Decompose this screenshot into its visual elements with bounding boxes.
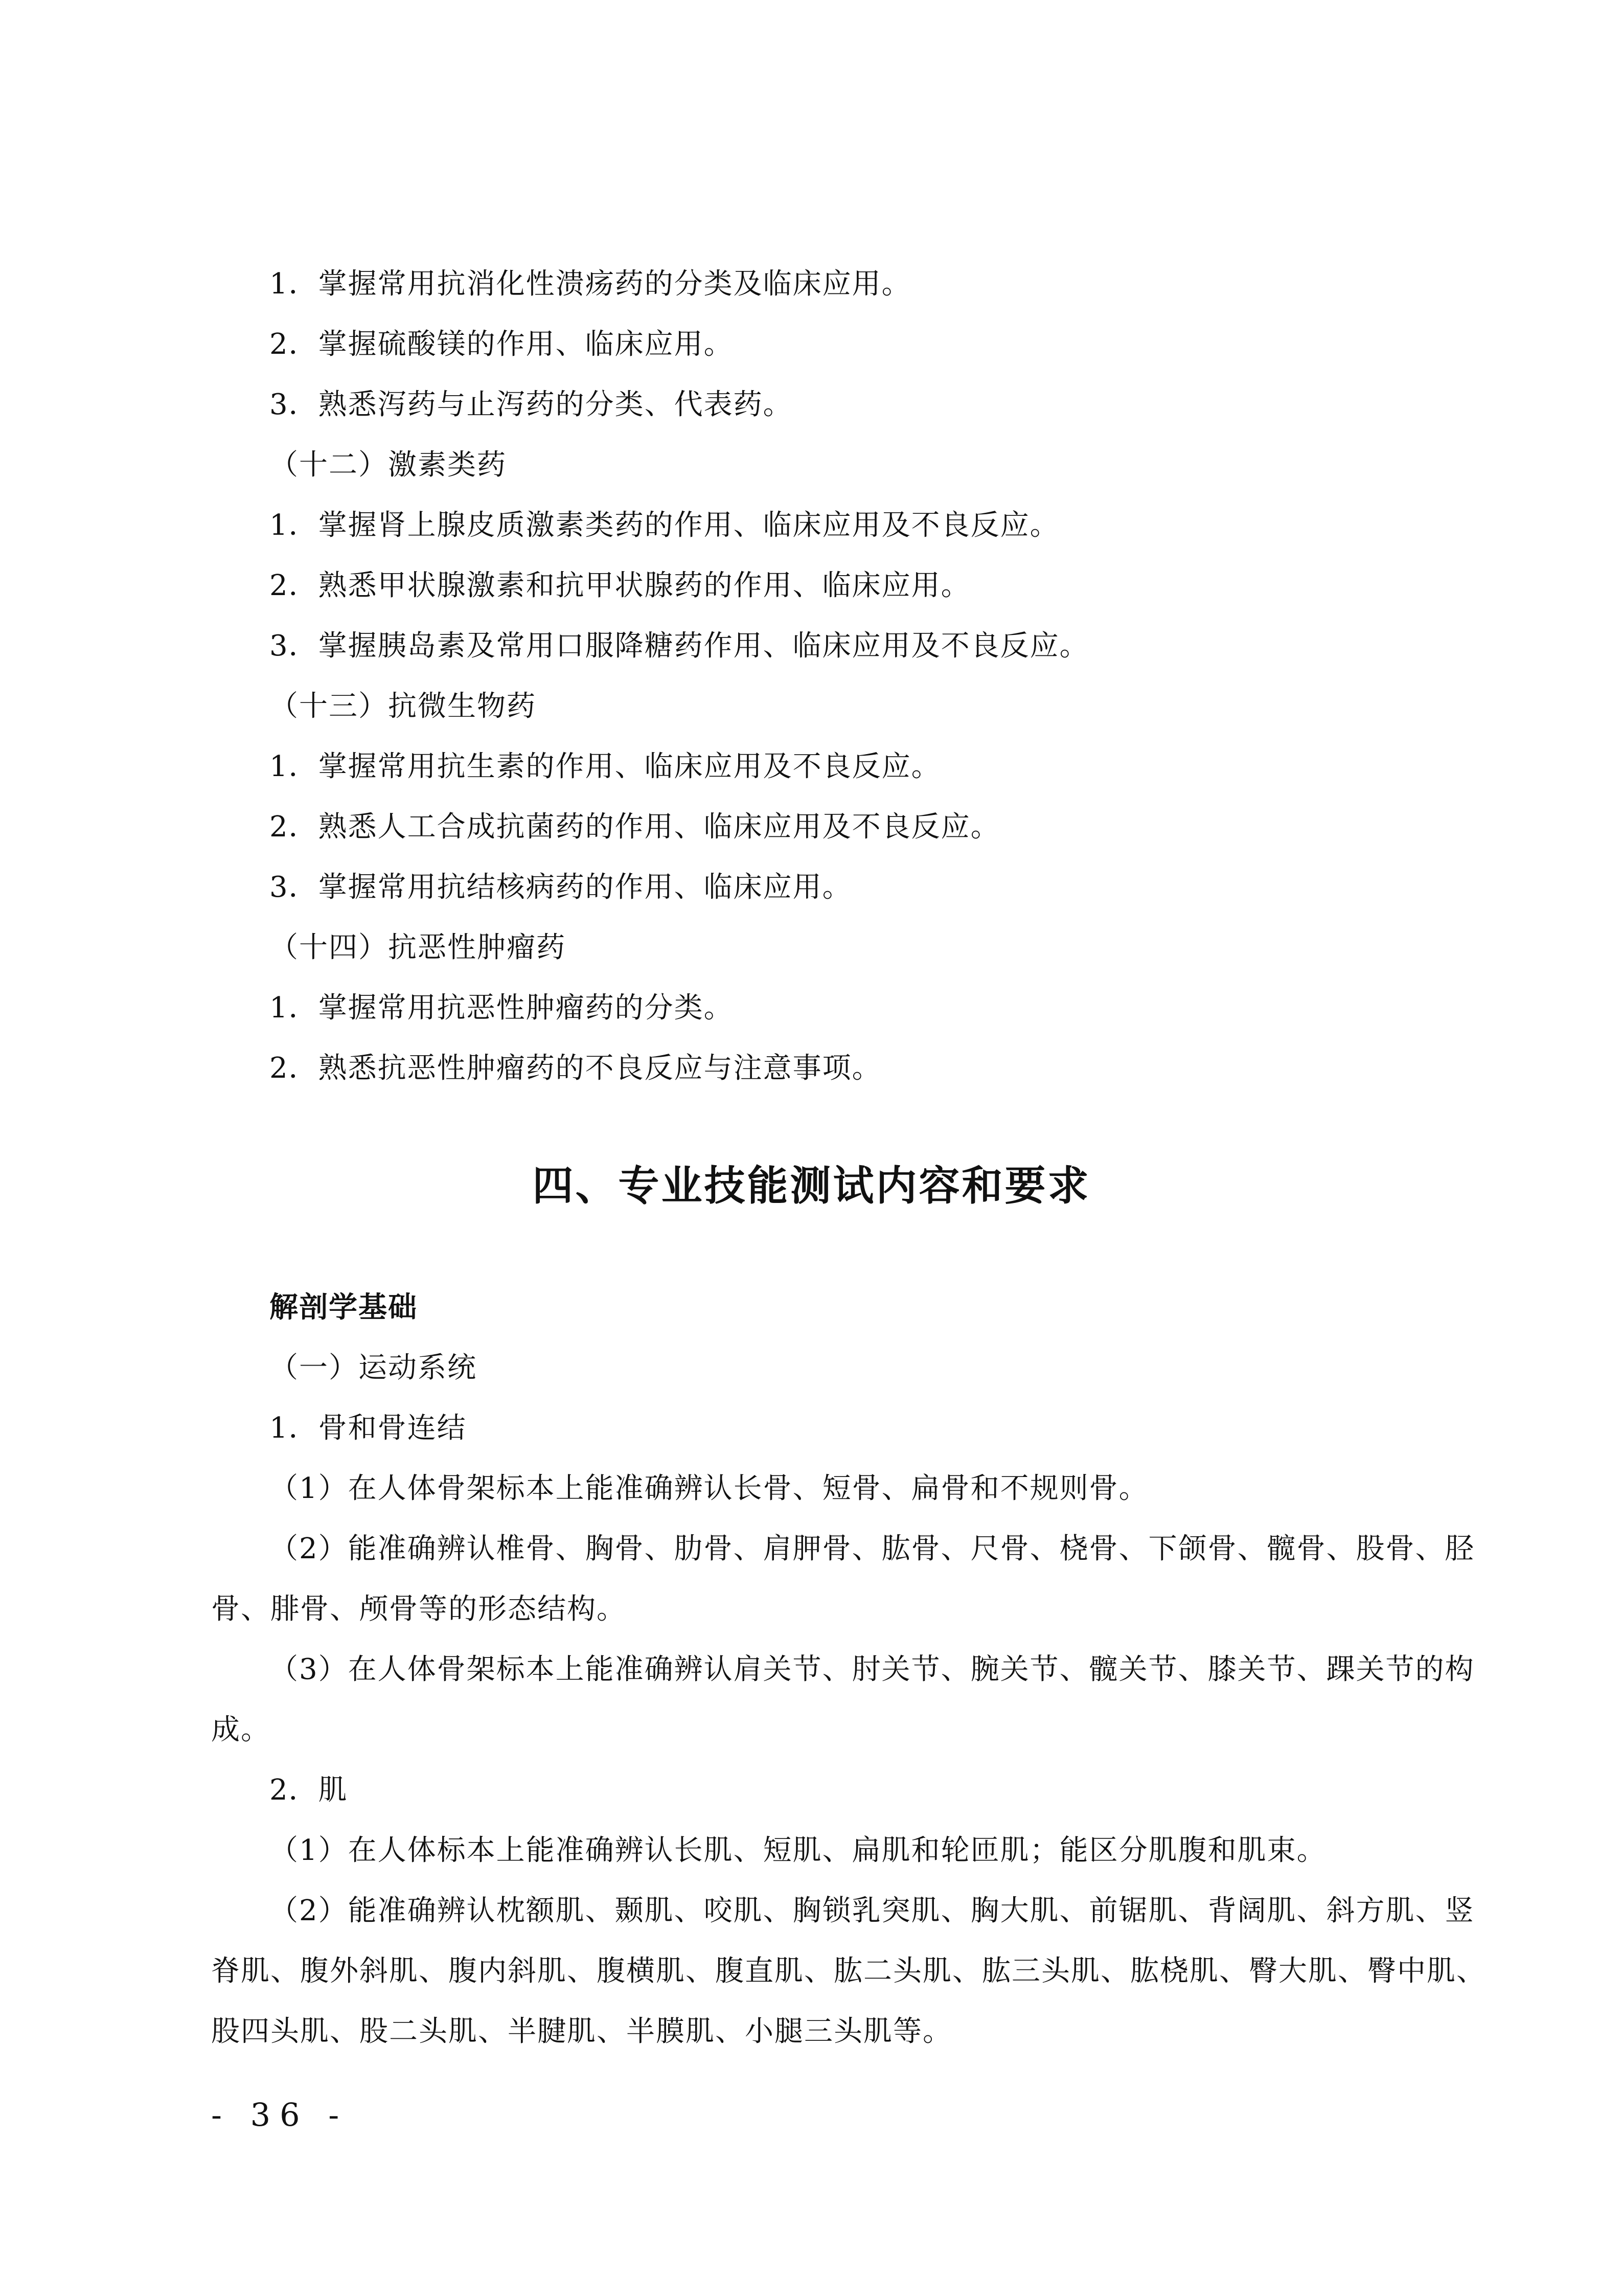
- subsection-heading: （一）运动系统: [269, 1351, 477, 1384]
- paragraph-line: （1）在人体标本上能准确辨认长肌、短肌、扁肌和轮匝肌；能区分肌腹和肌束。: [269, 1834, 1327, 1867]
- paragraph-line: 骨、腓骨、颅骨等的形态结构。: [211, 1593, 626, 1626]
- subsection-heading: （十四）抗恶性肿瘤药: [269, 931, 566, 964]
- paragraph-line: （1）在人体骨架标本上能准确辨认长骨、短骨、扁骨和不规则骨。: [269, 1472, 1149, 1505]
- list-item: 2．熟悉甲状腺激素和抗甲状腺药的作用、临床应用。: [269, 569, 971, 602]
- section-heading: 四、专业技能测试内容和要求: [532, 1162, 1091, 1210]
- list-item: 1．骨和骨连结: [269, 1412, 467, 1445]
- list-item: 2．掌握硫酸镁的作用、临床应用。: [269, 328, 734, 361]
- list-item: 1．掌握常用抗生素的作用、临床应用及不良反应。: [269, 750, 941, 783]
- paragraph-line: 股四头肌、股二头肌、半腱肌、半膜肌、小腿三头肌等。: [211, 2015, 952, 2048]
- list-item: 1．掌握肾上腺皮质激素类药的作用、临床应用及不良反应。: [269, 509, 1060, 542]
- paragraph-line: （2）能准确辨认枕额肌、颞肌、咬肌、胸锁乳突肌、胸大肌、前锯肌、背阔肌、斜方肌、竖: [269, 1894, 1475, 1927]
- list-item: 3．熟悉泻药与止泻药的分类、代表药。: [269, 388, 793, 421]
- page-number: - 36 -: [211, 2096, 349, 2133]
- paragraph-line: （2）能准确辨认椎骨、胸骨、肋骨、肩胛骨、肱骨、尺骨、桡骨、下颌骨、髋骨、股骨、胫: [269, 1532, 1475, 1565]
- list-item: 3．掌握胰岛素及常用口服降糖药作用、临床应用及不良反应。: [269, 629, 1089, 663]
- list-item: 1．掌握常用抗消化性溃疡药的分类及临床应用。: [269, 267, 911, 301]
- subsection-heading: （十三）抗微生物药: [269, 690, 536, 723]
- list-item: 1．掌握常用抗恶性肿瘤药的分类。: [269, 991, 734, 1025]
- paragraph-line: 脊肌、腹外斜肌、腹内斜肌、腹横肌、腹直肌、肱二头肌、肱三头肌、肱桡肌、臀大肌、臀中肌、: [211, 1954, 1486, 1988]
- list-item: 2．熟悉抗恶性肿瘤药的不良反应与注意事项。: [269, 1052, 882, 1085]
- subsection-heading: （十二）激素类药: [269, 448, 507, 482]
- list-item: 3．掌握常用抗结核病药的作用、临床应用。: [269, 871, 852, 904]
- list-item: 2．熟悉人工合成抗菌药的作用、临床应用及不良反应。: [269, 810, 1000, 844]
- paragraph-line: 成。: [211, 1713, 270, 1746]
- paragraph-line: （3）在人体骨架标本上能准确辨认肩关节、肘关节、腕关节、髋关节、膝关节、踝关节的构: [269, 1653, 1475, 1686]
- subject-title: 解剖学基础: [269, 1291, 418, 1324]
- list-item: 2．肌: [269, 1774, 348, 1807]
